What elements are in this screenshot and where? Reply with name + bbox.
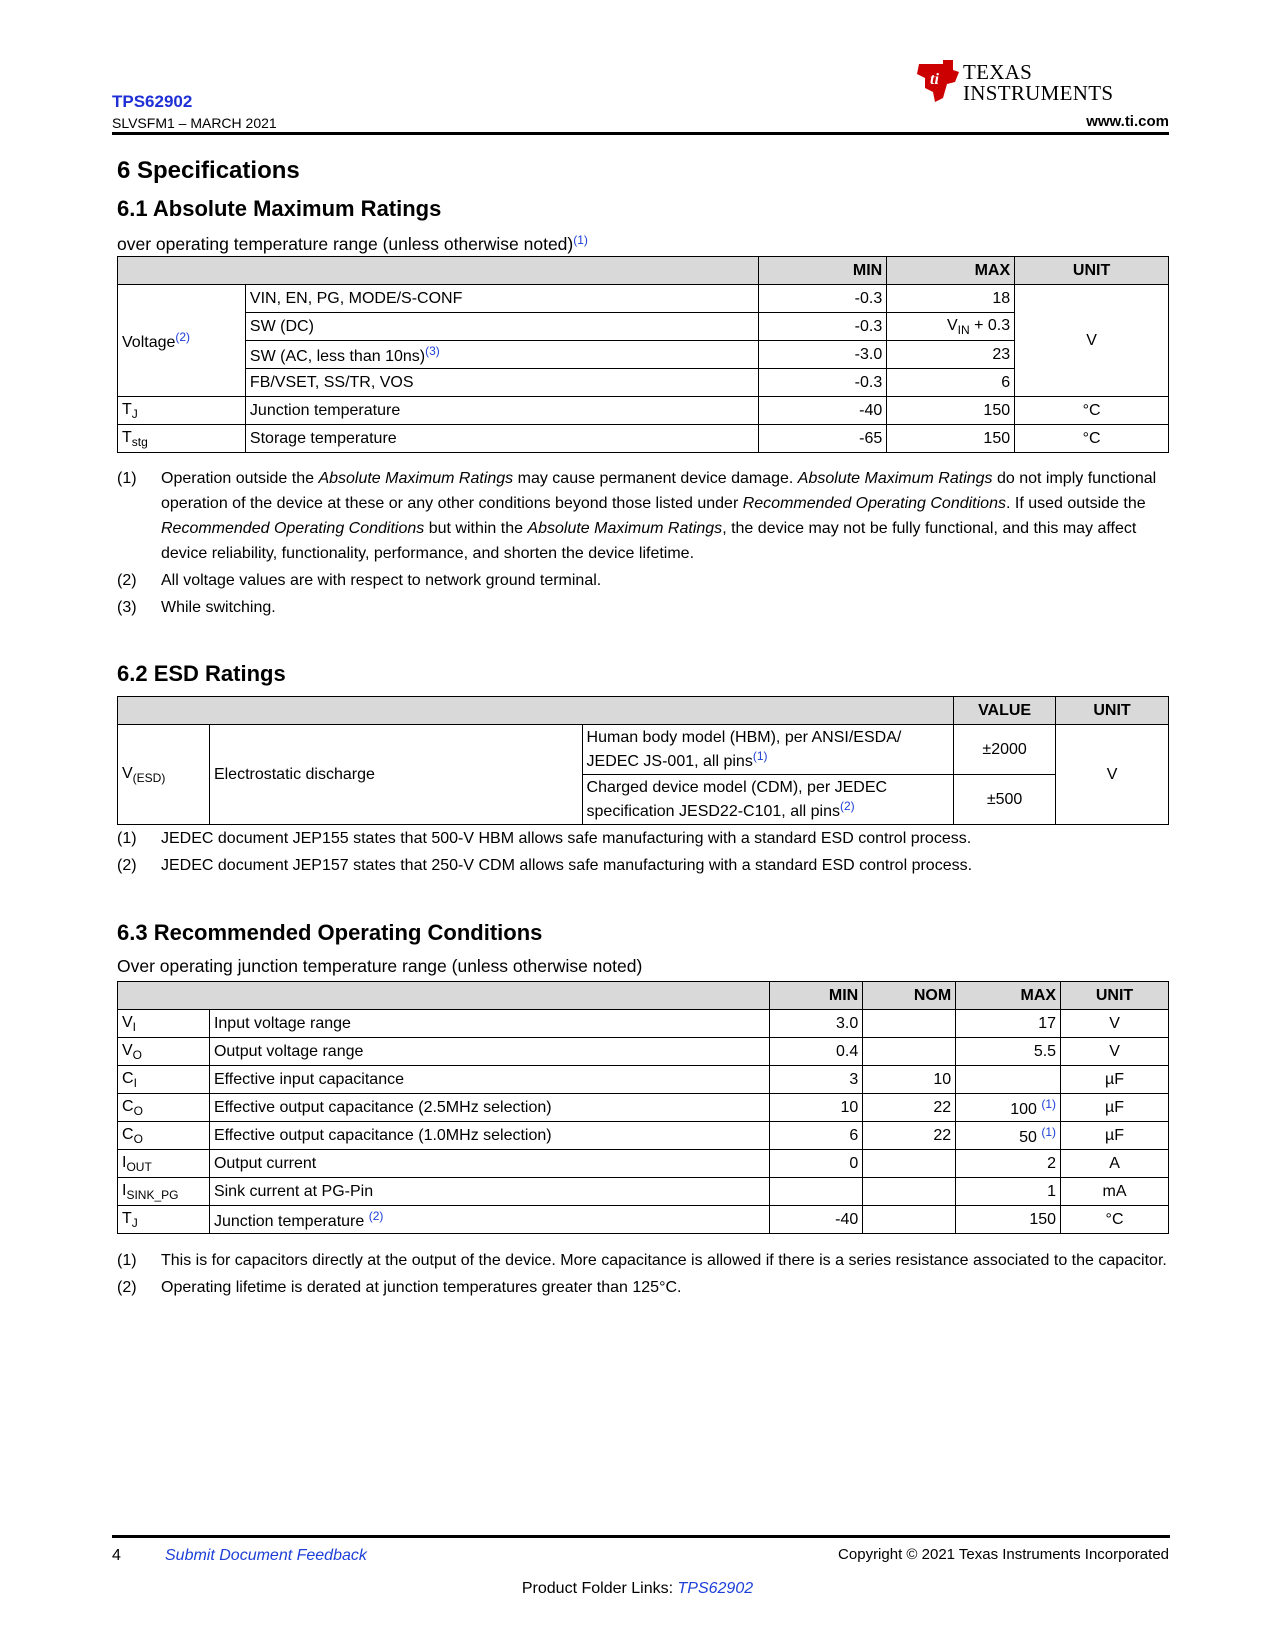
footnote: (1) This is for capacitors directly at the output of the device. More capacitance is allowed if there is a series resistance associated to the capacitor. xyxy=(117,1252,1167,1269)
roc-title: 6.3 Recommended Operating Conditions xyxy=(117,920,543,945)
section-title: 6 Specifications xyxy=(117,157,300,184)
col-unit: UNIT xyxy=(1056,697,1169,725)
symbol-cell: $V_I$ xyxy=(118,1010,210,1038)
unit-cell: °C xyxy=(1015,425,1169,453)
unit-cell: A xyxy=(1061,1150,1169,1178)
table-row xyxy=(118,1094,1169,1122)
max-cell: 50 $^{(1)}$ xyxy=(956,1122,1061,1150)
roc-table xyxy=(117,981,1169,1234)
symbol-cell: $I_{OUT}$ xyxy=(118,1150,210,1178)
nom-cell xyxy=(863,1178,956,1206)
unit-cell: V xyxy=(1061,1038,1169,1066)
min-cell: -3.0 xyxy=(759,341,887,369)
max-cell: 5.5 xyxy=(956,1038,1061,1066)
table-header-row xyxy=(118,982,1169,1010)
nom-cell xyxy=(863,1038,956,1066)
footnote-ref[interactable]: (2) xyxy=(368,1208,384,1223)
col-nom: NOM xyxy=(863,982,956,1010)
min-cell: 10 xyxy=(770,1094,863,1122)
symbol-cell: $V_{(ESD)}$ xyxy=(118,725,210,825)
min-cell: -0.3 xyxy=(759,369,887,397)
symbol-cell: $T_J$ xyxy=(118,1206,210,1234)
product-folder-link[interactable]: TPS62902 xyxy=(677,1580,754,1597)
table-row xyxy=(118,1038,1169,1066)
param-cell: Junction temperature $^{(2)}$ xyxy=(209,1206,769,1234)
col-unit: UNIT xyxy=(1061,982,1169,1010)
product-folder-links: Product Folder Links: TPS62902 xyxy=(521,1580,754,1597)
max-cell: 23 xyxy=(887,341,1015,369)
param-cell: SW (DC) xyxy=(245,313,758,341)
footnote-ref[interactable]: (1) xyxy=(573,233,588,247)
ti-logo-icon xyxy=(913,58,961,104)
min-cell: -65 xyxy=(759,425,887,453)
min-cell xyxy=(770,1178,863,1206)
param-cell: Electrostatic discharge xyxy=(209,725,582,825)
unit-cell: µF xyxy=(1061,1066,1169,1094)
param-cell: Output voltage range xyxy=(209,1038,769,1066)
param-cell: Effective output capacitance (2.5MHz selection) xyxy=(209,1094,769,1122)
footer-rule xyxy=(112,1535,1170,1538)
esd-table xyxy=(117,696,1169,825)
col-min: MIN xyxy=(770,982,863,1010)
param-cell: Junction temperature xyxy=(245,397,758,425)
table-row xyxy=(118,725,1169,775)
footnote: (2) JEDEC document JEP157 states that 250-V CDM allows safe manufacturing with a standard ESD control process. xyxy=(117,857,973,874)
footnote-ref[interactable]: (1) xyxy=(1041,1124,1057,1139)
unit-cell: °C xyxy=(1061,1206,1169,1234)
unit-cell: µF xyxy=(1061,1094,1169,1122)
table-row xyxy=(118,285,1169,313)
logo-text-instruments: INSTRUMENTS xyxy=(963,81,1114,105)
copyright: Copyright © 2021 Texas Instruments Incorporated xyxy=(838,1546,1169,1563)
symbol-cell: $T_{stg}$ xyxy=(118,425,246,453)
document-id: SLVSFM1 – MARCH 2021 xyxy=(112,115,277,131)
param-cell: SW (AC, less than 10ns)$^{(3)}$ xyxy=(245,341,758,369)
symbol-cell: $T_J$ xyxy=(118,397,246,425)
col-max: MAX xyxy=(956,982,1061,1010)
max-cell: 2 xyxy=(956,1150,1061,1178)
max-cell xyxy=(956,1066,1061,1094)
param-cell: Effective input capacitance xyxy=(209,1066,769,1094)
symbol-cell: $I_{SINK\_PG}$ xyxy=(118,1178,210,1206)
footnote: (2) All voltage values are with respect to network ground terminal. xyxy=(117,572,602,589)
nom-cell xyxy=(863,1010,956,1038)
table-row xyxy=(118,397,1169,425)
table-header-row xyxy=(118,257,1169,285)
min-cell: 0 xyxy=(770,1150,863,1178)
unit-cell: V xyxy=(1061,1010,1169,1038)
unit-cell: µF xyxy=(1061,1122,1169,1150)
abs-max-subtitle: over operating temperature range (unless otherwise noted)$^{(1)}$ xyxy=(117,233,588,254)
symbol-cell: $C_I$ xyxy=(118,1066,210,1094)
max-cell: 150 xyxy=(956,1206,1061,1234)
footnote: (2) Operating lifetime is derated at junction temperatures greater than 125°C. xyxy=(117,1279,682,1296)
min-cell: -0.3 xyxy=(759,313,887,341)
ti-logo xyxy=(930,58,1169,110)
col-max: MAX xyxy=(887,257,1015,285)
value-cell: ±500 xyxy=(954,775,1056,825)
header-rule xyxy=(112,132,1169,135)
max-cell: 100 $^{(1)}$ xyxy=(956,1094,1061,1122)
footnote: (3) While switching. xyxy=(117,599,276,616)
min-cell: -0.3 xyxy=(759,285,887,313)
table-row xyxy=(118,1122,1169,1150)
max-cell: 18 xyxy=(887,285,1015,313)
footnote: (1) JEDEC document JEP155 states that 500-V HBM allows safe manufacturing with a standard ESD control process. xyxy=(117,830,972,847)
voltage-label: Voltage$^{(2)}$ xyxy=(118,285,246,397)
footnote-ref[interactable]: (1) xyxy=(1041,1096,1057,1111)
footnote-ref[interactable]: (1) xyxy=(752,749,768,763)
table-row xyxy=(118,425,1169,453)
value-cell: ±2000 xyxy=(954,725,1056,775)
param-cell: Storage temperature xyxy=(245,425,758,453)
cdm-cell: Charged device model (CDM), per JEDEC specification JESD22-C101, all pins$^{(2)}$ xyxy=(582,775,954,825)
col-unit: UNIT xyxy=(1015,257,1169,285)
table-row xyxy=(118,1206,1169,1234)
hbm-cell: Human body model (HBM), per ANSI/ESDA/ JEDEC JS-001, all pins$^{(1)}$ xyxy=(582,725,954,775)
nom-cell xyxy=(863,1206,956,1234)
max-cell: 150 xyxy=(887,425,1015,453)
table-row xyxy=(118,313,1169,341)
max-cell: 17 xyxy=(956,1010,1061,1038)
footnote-ref[interactable]: (2) xyxy=(175,329,191,344)
submit-feedback-link[interactable]: Submit Document Feedback xyxy=(165,1547,367,1564)
footnote-ref[interactable]: (2) xyxy=(840,799,855,813)
table-row xyxy=(118,369,1169,397)
param-cell: Output current xyxy=(209,1150,769,1178)
table-row xyxy=(118,1150,1169,1178)
nom-cell xyxy=(863,1150,956,1178)
logo-text-texas: TEXAS xyxy=(963,60,1033,84)
table-row xyxy=(118,1178,1169,1206)
max-cell: $V_{IN} + 0.3$ xyxy=(887,313,1015,341)
unit-cell: V xyxy=(1056,725,1169,825)
nom-cell: 10 xyxy=(863,1066,956,1094)
roc-notes xyxy=(117,1248,1171,1302)
min-cell: -40 xyxy=(770,1206,863,1234)
nom-cell: 22 xyxy=(863,1122,956,1150)
min-cell: -40 xyxy=(759,397,887,425)
max-cell: 150 xyxy=(887,397,1015,425)
roc-subtitle: Over operating junction temperature range (unless otherwise noted) xyxy=(117,956,643,976)
svg-text:ti: ti xyxy=(930,71,939,88)
param-cell: VIN, EN, PG, MODE/S-CONF xyxy=(245,285,758,313)
part-number-link[interactable]: TPS62902 xyxy=(112,92,193,111)
param-cell: Effective output capacitance (1.0MHz selection) xyxy=(209,1122,769,1150)
abs-max-notes xyxy=(117,466,1171,622)
unit-cell: mA xyxy=(1061,1178,1169,1206)
abs-max-title: 6.1 Absolute Maximum Ratings xyxy=(117,196,442,221)
min-cell: 3 xyxy=(770,1066,863,1094)
abs-max-table xyxy=(117,256,1169,453)
symbol-cell: $C_O$ xyxy=(118,1122,210,1150)
min-cell: 6 xyxy=(770,1122,863,1150)
min-cell: 3.0 xyxy=(770,1010,863,1038)
col-min: MIN xyxy=(759,257,887,285)
table-row xyxy=(118,1066,1169,1094)
symbol-cell: $V_O$ xyxy=(118,1038,210,1066)
param-cell: Sink current at PG-Pin xyxy=(209,1178,769,1206)
min-cell: 0.4 xyxy=(770,1038,863,1066)
table-header-row xyxy=(118,697,1169,725)
unit-cell: V xyxy=(1015,285,1169,397)
footnote: (1) Operation outside the Absolute Maximum Ratings may cause permanent device damage. Absolute Maximum Ratings do not imply functional operation of the device at these or any other conditions beyond those listed under Recommended Operating Conditions. If used outside the Recommended Operating Conditions but within the Absolute Maximum Ratings, the device may not be fully functional, and this may affect device reliability, functionality, performance, and shorten the device lifetime. xyxy=(117,470,1157,562)
max-cell: 6 xyxy=(887,369,1015,397)
page-number: 4 xyxy=(112,1547,121,1564)
col-value: VALUE xyxy=(954,697,1056,725)
website-link[interactable]: www.ti.com xyxy=(1086,113,1169,130)
nom-cell: 22 xyxy=(863,1094,956,1122)
param-cell: Input voltage range xyxy=(209,1010,769,1038)
footnote-ref[interactable]: (3) xyxy=(425,343,440,358)
max-cell: 1 xyxy=(956,1178,1061,1206)
esd-title: 6.2 ESD Ratings xyxy=(117,661,286,686)
unit-cell: °C xyxy=(1015,397,1169,425)
symbol-cell: $C_O$ xyxy=(118,1094,210,1122)
esd-notes xyxy=(117,826,1171,880)
table-row xyxy=(118,1010,1169,1038)
param-cell: FB/VSET, SS/TR, VOS xyxy=(245,369,758,397)
table-row xyxy=(118,341,1169,369)
